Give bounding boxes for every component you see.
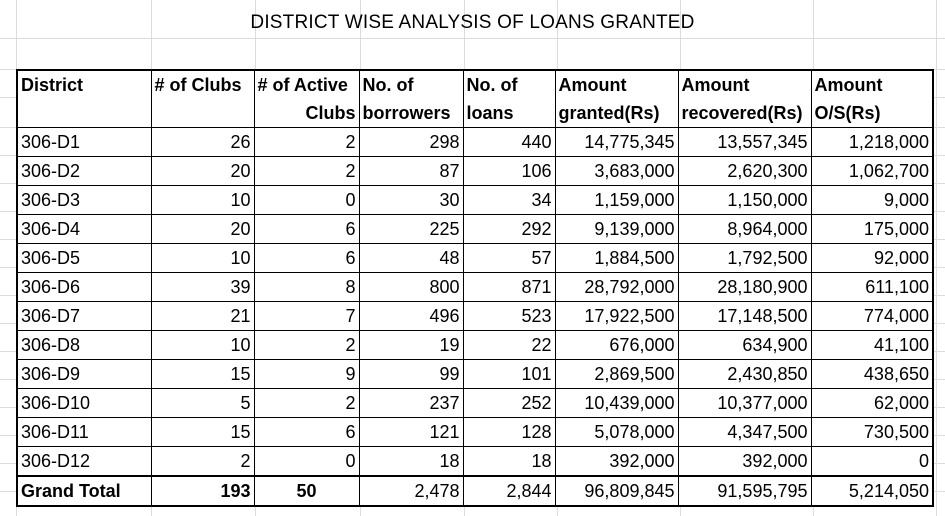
granted-cell: 1,884,500 bbox=[555, 244, 678, 273]
outstanding-cell: 92,000 bbox=[811, 244, 933, 273]
borrowers-cell: 99 bbox=[359, 360, 463, 389]
active-clubs-cell: 0 bbox=[254, 186, 359, 215]
granted-cell: 1,159,000 bbox=[555, 186, 678, 215]
borrowers-cell: 237 bbox=[359, 389, 463, 418]
loans-cell: 57 bbox=[463, 244, 555, 273]
recovered-cell: 1,150,000 bbox=[678, 186, 811, 215]
loans-cell: 523 bbox=[463, 302, 555, 331]
header-granted-sub: granted(Rs) bbox=[555, 99, 678, 128]
granted-cell: 2,869,500 bbox=[555, 360, 678, 389]
active-clubs-cell: 2 bbox=[254, 389, 359, 418]
recovered-cell: 392,000 bbox=[678, 447, 811, 477]
clubs-cell: 10 bbox=[151, 244, 254, 273]
borrowers-cell: 48 bbox=[359, 244, 463, 273]
total-label: Grand Total bbox=[17, 476, 151, 506]
total-borrowers: 2,478 bbox=[359, 476, 463, 506]
header-loans-sub: loans bbox=[463, 99, 555, 128]
header-granted: Amount bbox=[555, 70, 678, 99]
header-outstanding-sub: O/S(Rs) bbox=[811, 99, 933, 128]
district-cell: 306-D1 bbox=[17, 128, 151, 157]
outstanding-cell: 9,000 bbox=[811, 186, 933, 215]
active-clubs-cell: 2 bbox=[254, 128, 359, 157]
header-clubs: # of Clubs bbox=[151, 70, 254, 99]
total-recovered: 91,595,795 bbox=[678, 476, 811, 506]
loans-table bbox=[16, 69, 934, 507]
clubs-cell: 10 bbox=[151, 186, 254, 215]
header-recovered-sub: recovered(Rs) bbox=[678, 99, 811, 128]
recovered-cell: 13,557,345 bbox=[678, 128, 811, 157]
district-cell: 306-D9 bbox=[17, 360, 151, 389]
total-outstanding: 5,214,050 bbox=[811, 476, 933, 506]
header-outstanding: Amount bbox=[811, 70, 933, 99]
district-cell: 306-D11 bbox=[17, 418, 151, 447]
header-row-1 bbox=[17, 70, 933, 99]
granted-cell: 17,922,500 bbox=[555, 302, 678, 331]
active-clubs-cell: 6 bbox=[254, 418, 359, 447]
granted-cell: 10,439,000 bbox=[555, 389, 678, 418]
table-row bbox=[17, 157, 933, 186]
borrowers-cell: 800 bbox=[359, 273, 463, 302]
table-row bbox=[17, 389, 933, 418]
table-row bbox=[17, 186, 933, 215]
clubs-cell: 39 bbox=[151, 273, 254, 302]
table-row bbox=[17, 215, 933, 244]
total-granted: 96,809,845 bbox=[555, 476, 678, 506]
active-clubs-cell: 2 bbox=[254, 331, 359, 360]
borrowers-cell: 496 bbox=[359, 302, 463, 331]
recovered-cell: 2,620,300 bbox=[678, 157, 811, 186]
outstanding-cell: 175,000 bbox=[811, 215, 933, 244]
sheet-title: DISTRICT WISE ANALYSIS OF LOANS GRANTED bbox=[250, 12, 695, 33]
granted-cell: 9,139,000 bbox=[555, 215, 678, 244]
borrowers-cell: 30 bbox=[359, 186, 463, 215]
recovered-cell: 28,180,900 bbox=[678, 273, 811, 302]
table-row bbox=[17, 273, 933, 302]
borrowers-cell: 18 bbox=[359, 447, 463, 477]
borrowers-cell: 121 bbox=[359, 418, 463, 447]
clubs-cell: 26 bbox=[151, 128, 254, 157]
loans-cell: 128 bbox=[463, 418, 555, 447]
loans-cell: 252 bbox=[463, 389, 555, 418]
active-clubs-cell: 7 bbox=[254, 302, 359, 331]
header-borrowers-sub: borrowers bbox=[359, 99, 463, 128]
district-cell: 306-D3 bbox=[17, 186, 151, 215]
clubs-cell: 15 bbox=[151, 360, 254, 389]
table-row bbox=[17, 128, 933, 157]
table-row bbox=[17, 302, 933, 331]
recovered-cell: 634,900 bbox=[678, 331, 811, 360]
table-row bbox=[17, 418, 933, 447]
loans-cell: 871 bbox=[463, 273, 555, 302]
clubs-cell: 20 bbox=[151, 157, 254, 186]
granted-cell: 28,792,000 bbox=[555, 273, 678, 302]
table-row bbox=[17, 360, 933, 389]
header-district-sub bbox=[17, 99, 151, 128]
borrowers-cell: 87 bbox=[359, 157, 463, 186]
recovered-cell: 2,430,850 bbox=[678, 360, 811, 389]
total-clubs: 193 bbox=[151, 476, 254, 506]
outstanding-cell: 0 bbox=[811, 447, 933, 477]
borrowers-cell: 19 bbox=[359, 331, 463, 360]
table-row bbox=[17, 244, 933, 273]
header-district: District bbox=[17, 70, 151, 99]
header-active-clubs: # of Active bbox=[254, 70, 359, 99]
clubs-cell: 20 bbox=[151, 215, 254, 244]
table-row bbox=[17, 447, 933, 477]
recovered-cell: 4,347,500 bbox=[678, 418, 811, 447]
granted-cell: 676,000 bbox=[555, 331, 678, 360]
district-cell: 306-D7 bbox=[17, 302, 151, 331]
header-loans: No. of bbox=[463, 70, 555, 99]
district-cell: 306-D2 bbox=[17, 157, 151, 186]
borrowers-cell: 225 bbox=[359, 215, 463, 244]
district-cell: 306-D10 bbox=[17, 389, 151, 418]
clubs-cell: 15 bbox=[151, 418, 254, 447]
district-cell: 306-D4 bbox=[17, 215, 151, 244]
granted-cell: 392,000 bbox=[555, 447, 678, 477]
total-loans: 2,844 bbox=[463, 476, 555, 506]
recovered-cell: 17,148,500 bbox=[678, 302, 811, 331]
outstanding-cell: 62,000 bbox=[811, 389, 933, 418]
header-borrowers: No. of bbox=[359, 70, 463, 99]
district-cell: 306-D12 bbox=[17, 447, 151, 477]
loans-cell: 106 bbox=[463, 157, 555, 186]
active-clubs-cell: 2 bbox=[254, 157, 359, 186]
active-clubs-cell: 8 bbox=[254, 273, 359, 302]
borrowers-cell: 298 bbox=[359, 128, 463, 157]
loans-cell: 18 bbox=[463, 447, 555, 477]
clubs-cell: 21 bbox=[151, 302, 254, 331]
header-recovered: Amount bbox=[678, 70, 811, 99]
loans-cell: 34 bbox=[463, 186, 555, 215]
outstanding-cell: 1,062,700 bbox=[811, 157, 933, 186]
table-row bbox=[17, 331, 933, 360]
active-clubs-cell: 6 bbox=[254, 244, 359, 273]
header-clubs-sub bbox=[151, 99, 254, 128]
granted-cell: 3,683,000 bbox=[555, 157, 678, 186]
header-active-clubs-sub: Clubs bbox=[254, 99, 359, 128]
loans-cell: 22 bbox=[463, 331, 555, 360]
district-cell: 306-D8 bbox=[17, 331, 151, 360]
outstanding-cell: 438,650 bbox=[811, 360, 933, 389]
recovered-cell: 8,964,000 bbox=[678, 215, 811, 244]
active-clubs-cell: 9 bbox=[254, 360, 359, 389]
outstanding-cell: 611,100 bbox=[811, 273, 933, 302]
recovered-cell: 1,792,500 bbox=[678, 244, 811, 273]
total-active-clubs: 50 bbox=[254, 476, 359, 506]
loans-cell: 101 bbox=[463, 360, 555, 389]
district-cell: 306-D5 bbox=[17, 244, 151, 273]
active-clubs-cell: 6 bbox=[254, 215, 359, 244]
active-clubs-cell: 0 bbox=[254, 447, 359, 477]
header-row-2 bbox=[17, 99, 933, 128]
clubs-cell: 5 bbox=[151, 389, 254, 418]
clubs-cell: 10 bbox=[151, 331, 254, 360]
granted-cell: 5,078,000 bbox=[555, 418, 678, 447]
recovered-cell: 10,377,000 bbox=[678, 389, 811, 418]
loans-cell: 440 bbox=[463, 128, 555, 157]
outstanding-cell: 1,218,000 bbox=[811, 128, 933, 157]
district-cell: 306-D6 bbox=[17, 273, 151, 302]
grand-total-row bbox=[17, 476, 933, 506]
outstanding-cell: 774,000 bbox=[811, 302, 933, 331]
outstanding-cell: 730,500 bbox=[811, 418, 933, 447]
granted-cell: 14,775,345 bbox=[555, 128, 678, 157]
clubs-cell: 2 bbox=[151, 447, 254, 477]
loans-cell: 292 bbox=[463, 215, 555, 244]
outstanding-cell: 41,100 bbox=[811, 331, 933, 360]
